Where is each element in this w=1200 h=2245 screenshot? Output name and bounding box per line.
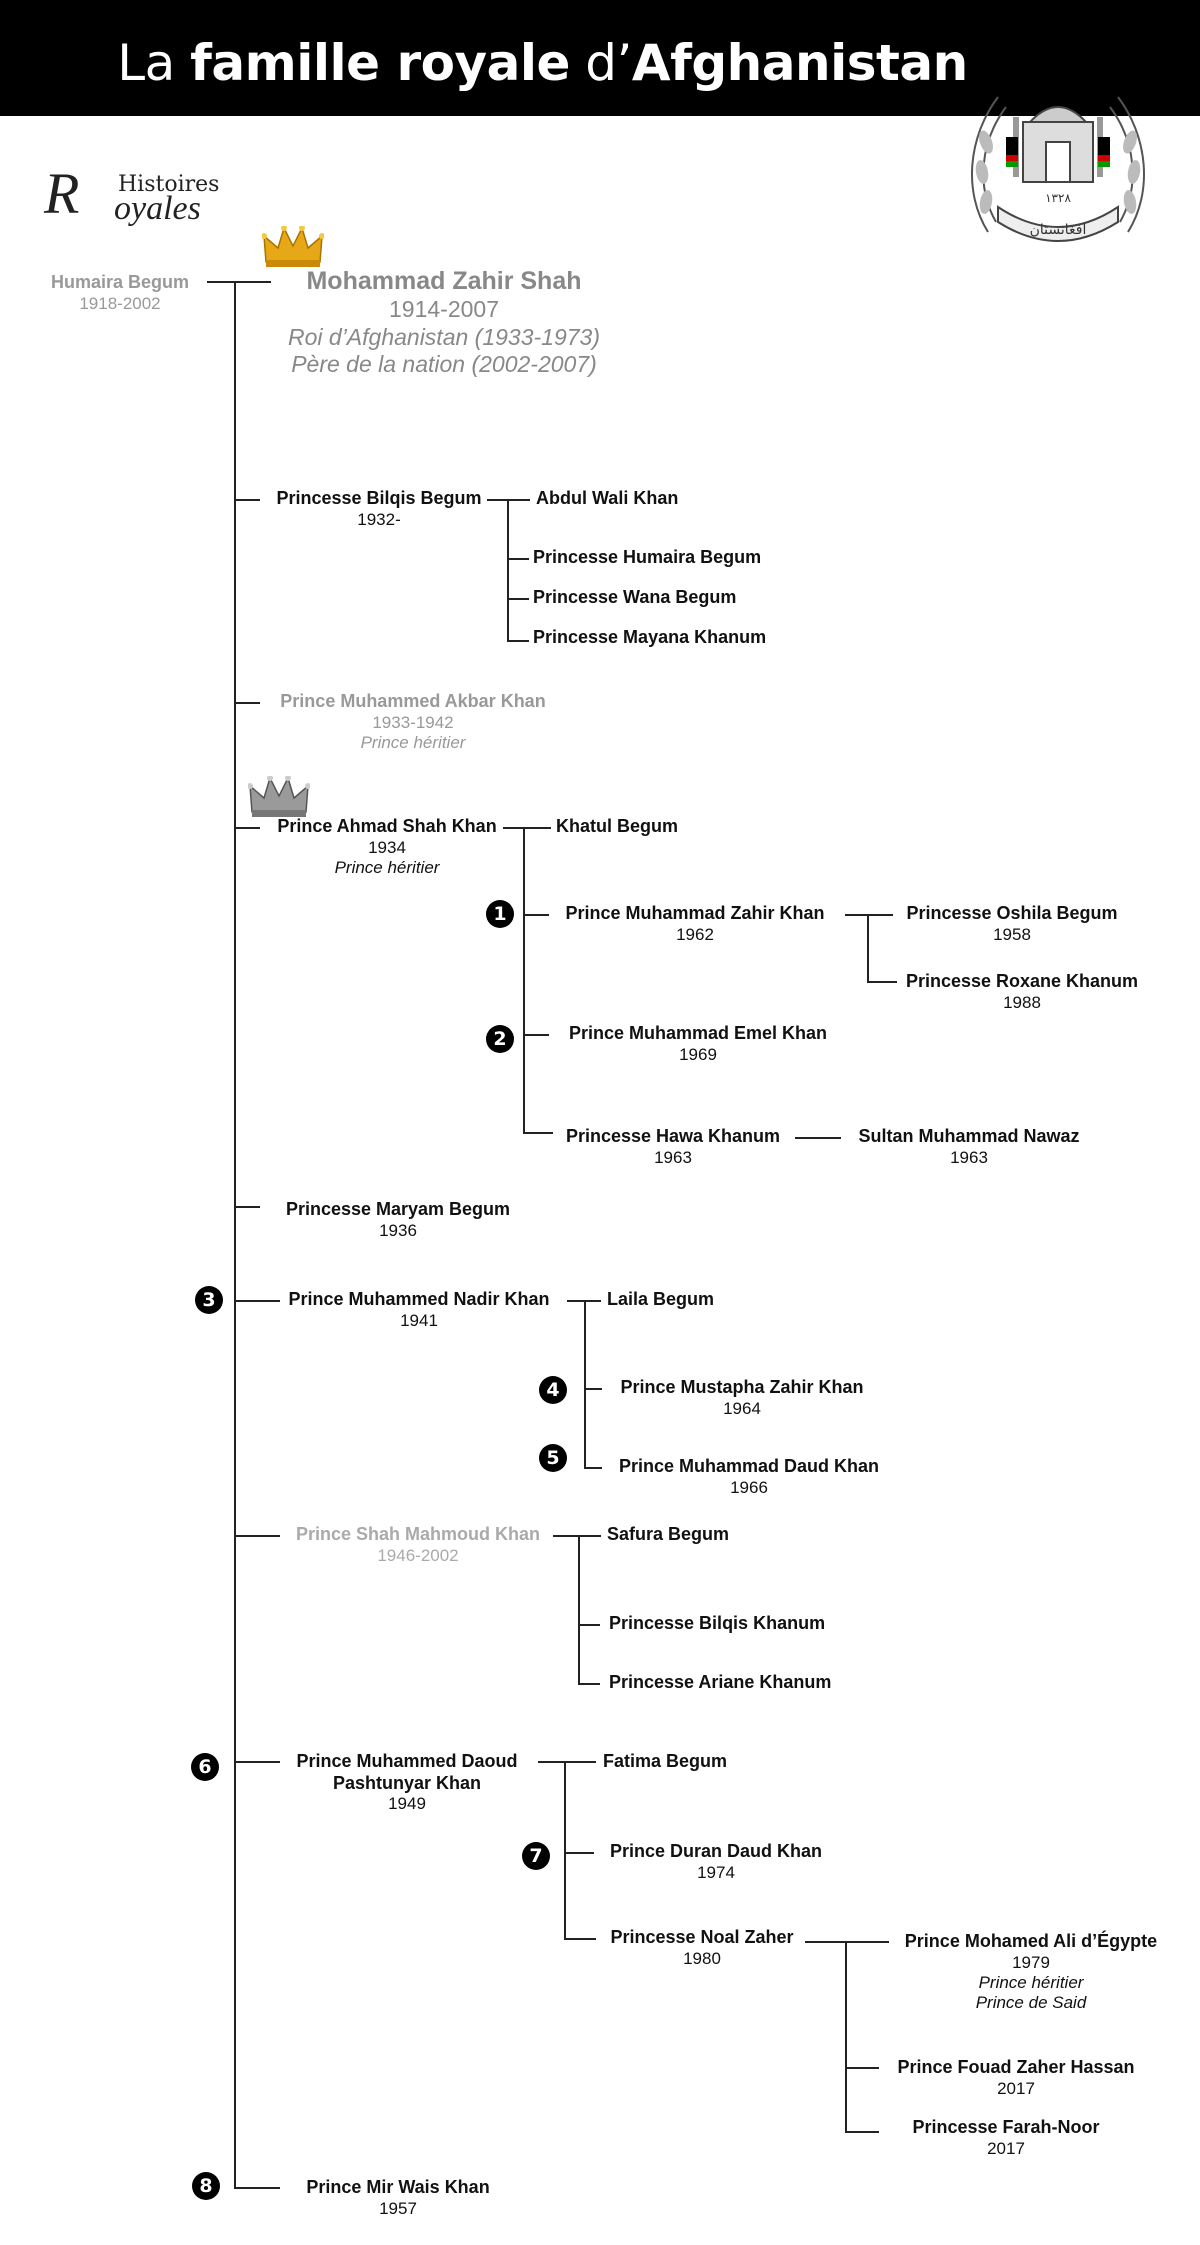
spouse-humaira-begum: Humaira Begum 1918-2002 [50, 272, 190, 313]
person-shah-mahmoud-khan: Prince Shah Mahmoud Khan 1946-2002 [295, 1524, 541, 1565]
person-safura-begum: Safura Begum [607, 1524, 730, 1544]
person-ariane-khanum: Princesse Ariane Khanum [609, 1672, 832, 1692]
person-farah-noor: Princesse Farah-Noor 2017 [912, 2117, 1100, 2158]
person-ahmad-shah-khan: Prince Ahmad Shah Khan 1934 Prince héritier [277, 816, 497, 877]
number-badge-2: 2 [486, 1025, 514, 1053]
number-badge-3: 3 [195, 1286, 223, 1314]
histoires-royales-logo: Histoires R oyales [44, 161, 220, 227]
person-maryam-begum: Princesse Maryam Begum 1936 [285, 1199, 511, 1240]
person-abdul-wali-khan: Abdul Wali Khan [536, 488, 679, 508]
person-muhammad-zahir-khan: Prince Muhammad Zahir Khan 1962 [565, 903, 825, 944]
person-muhammad-daud-khan: Prince Muhammad Daud Khan 1966 [618, 1456, 880, 1497]
person-daoud-pashtunyar-khan: Prince Muhammed Daoud Pashtunyar Khan 1949 [296, 1751, 518, 1814]
number-badge-7: 7 [522, 1842, 550, 1870]
number-badge-1: 1 [486, 900, 514, 928]
number-badge-5: 5 [539, 1444, 567, 1472]
silver-crown-icon [248, 776, 310, 818]
page-title: La famille royale d’Afghanistan [117, 34, 968, 92]
svg-text:افغانستان: افغانستان [1029, 222, 1087, 238]
person-wana-begum: Princesse Wana Begum [533, 587, 737, 607]
number-badge-6: 6 [191, 1753, 219, 1781]
person-mir-wais-khan: Prince Mir Wais Khan 1957 [306, 2177, 490, 2218]
number-badge-4: 4 [539, 1376, 567, 1404]
gold-crown-icon [262, 226, 324, 268]
person-oshila-begum: Princesse Oshila Begum 1958 [906, 903, 1118, 944]
main-trunk [234, 281, 236, 2188]
person-mustapha-zahir-khan: Prince Mustapha Zahir Khan 1964 [620, 1377, 864, 1418]
person-emel-khan: Prince Muhammad Emel Khan 1969 [568, 1023, 828, 1064]
person-humaira-begum: Princesse Humaira Begum [533, 547, 762, 567]
person-laila-begum: Laila Begum [607, 1289, 715, 1309]
person-fatima-begum: Fatima Begum [603, 1751, 728, 1771]
afghanistan-emblem-icon [958, 82, 1158, 252]
person-noal-zaher: Princesse Noal Zaher 1980 [610, 1927, 794, 1968]
number-badge-8: 8 [192, 2172, 220, 2200]
person-bilqis-begum: Princesse Bilqis Begum 1932- [276, 488, 482, 529]
person-bilqis-khanum: Princesse Bilqis Khanum [609, 1613, 826, 1633]
person-fouad-zaher-hassan: Prince Fouad Zaher Hassan 2017 [897, 2057, 1135, 2098]
person-roxane-khanum: Princesse Roxane Khanum 1988 [905, 971, 1139, 1012]
person-mayana-khanum: Princesse Mayana Khanum [533, 627, 767, 647]
person-hawa-khanum: Princesse Hawa Khanum 1963 [565, 1126, 781, 1167]
king-mohammad-zahir-shah: Mohammad Zahir Shah 1914-2007 Roi d’Afghanistan (1933-1973) Père de la nation (2002-2007) [288, 267, 600, 378]
person-mohamed-ali: Prince Mohamed Ali d’Égypte 1979 Prince héritier Prince de Said [904, 1931, 1158, 2013]
person-duran-daud-khan: Prince Duran Daud Khan 1974 [609, 1841, 823, 1882]
svg-text:۱۳۲۸: ۱۳۲۸ [1045, 191, 1071, 205]
person-sultan-nawaz: Sultan Muhammad Nawaz 1963 [858, 1126, 1080, 1167]
person-khatul-begum: Khatul Begum [556, 816, 679, 836]
person-akbar-khan: Prince Muhammed Akbar Khan 1933-1942 Prince héritier [280, 691, 546, 752]
person-nadir-khan: Prince Muhammed Nadir Khan 1941 [288, 1289, 550, 1330]
